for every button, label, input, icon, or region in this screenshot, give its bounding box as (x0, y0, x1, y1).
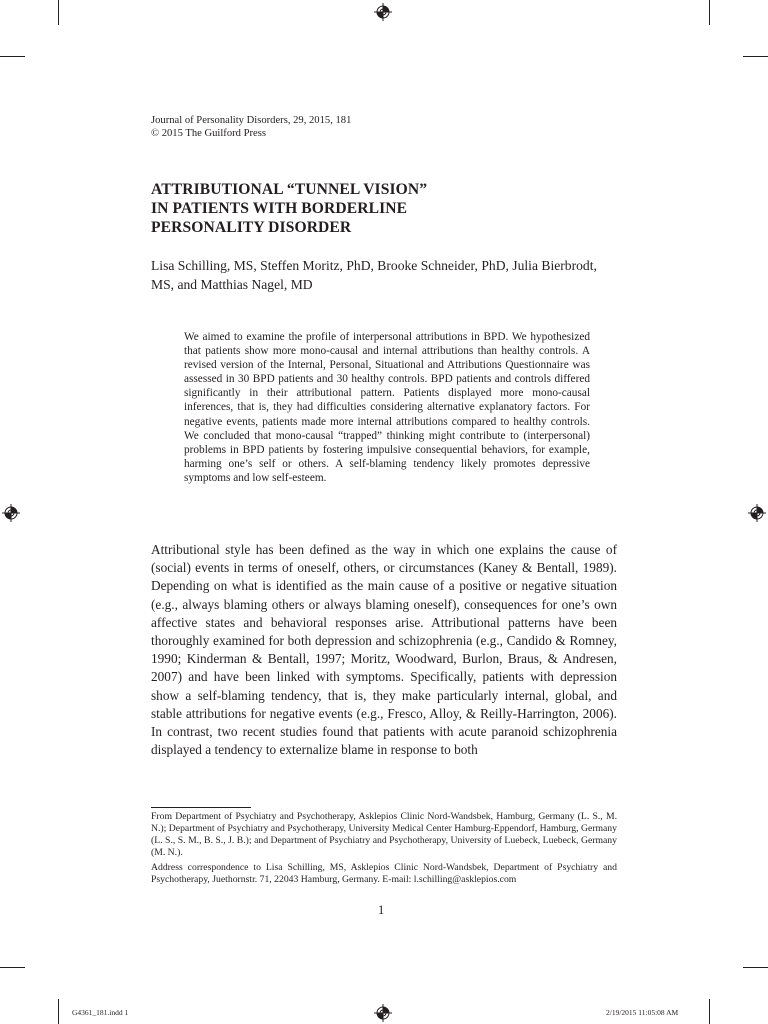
registration-mark-icon (1, 503, 21, 523)
page-number: 1 (378, 903, 385, 917)
crop-mark (743, 56, 768, 57)
timestamp-slug: 2/19/2015 11:05:08 AM (606, 1008, 679, 1017)
crop-mark (58, 0, 59, 25)
crop-mark (0, 967, 25, 968)
file-info-slug: G4361_181.indd 1 (72, 1008, 129, 1017)
crop-mark (743, 967, 768, 968)
crop-mark (0, 56, 25, 57)
article-title (151, 180, 427, 237)
journal-header (151, 115, 351, 140)
registration-mark-icon (373, 1003, 393, 1023)
crop-mark (709, 0, 710, 25)
journal-citation: Journal of Personality Disorders, 29, 2015, 181 (151, 115, 352, 126)
registration-mark-icon (373, 2, 393, 22)
crop-mark (58, 999, 59, 1024)
footnotes (151, 811, 617, 889)
abstract: We aimed to examine the profile of interpersonal attributions in BPD. We hypothesized that patients show more mono-causal and internal attributions than healthy controls. A revised version of the Internal, Personal, Situational and Attributions Questionnaire was assessed in 30 BPD patients and 30 healthy controls. BPD patients and controls differed significantly in their attributional pattern. Patients displayed more mono-causal inferences, that is, they had difficulties considering alternative explanatory factors. For negative events, patients made more internal attributions compared to healthy controls. We concluded that mono-causal “trapped” thinking might contribute to (interpersonal) problems in BPD patients by fostering impulsive consequential behaviors, for example, harming one’s self or others. A self-blaming tendency likely promotes depressive symptoms and low self-esteem. (184, 331, 590, 484)
correspondence-note: Address correspondence to Lisa Schilling, MS, Asklepios Clinic Nord-Wandsbek, Department of Psychiatry and Psychotherapy, Juethornstr. 71, 22043 Hamburg, Germany. E-mail: l.schilling@asklepios.com (151, 862, 617, 885)
copyright-notice: © 2015 The Guilford Press (151, 127, 266, 139)
footnote-divider (151, 807, 251, 808)
affiliation-note: From Department of Psychiatry and Psychotherapy, Asklepios Clinic Nord-Wandsbek, Hamburg, Germany (L. S., M. N.); Department of Psychiatry and Psychotherapy, University Medical Center Hamburg-Eppendorf, Hamburg, Germany (L. S., S. M., B. S., J. B.); and Department of Psychiatry and Psychotherapy, University of Luebeck, Luebeck, Germany (M. N.). (151, 811, 617, 858)
author-list: Lisa Schilling, MS, Steffen Moritz, PhD, Brooke Schneider, PhD, Julia Bierbrodt, MS, and Matthias Nagel, MD (151, 258, 597, 292)
crop-mark (709, 999, 710, 1024)
body-paragraph: Attributional style has been defined as the way in which one explains the cause of (social) events in terms of oneself, others, or circumstances (Kaney & Bentall, 1989). Depending on what is identified as the main cause of a positive or negative situation (e.g., always blaming others or always blaming oneself), consequences for one’s own affective states and behavioral responses arise. Attributional patterns have been thoroughly examined for both depression and schizophrenia (e.g., Candido & Romney, 1990; Kinderman & Bentall, 1997; Moritz, Woodward, Burlon, Braus, & Andresen, 2007) and have been linked with symptoms. Specifically, patients with depression show a self-blaming tendency, that is, they make particularly internal, global, and stable attributions for negative events (e.g., Fresco, Alloy, & Reilly-Harrington, 2006). In contrast, two recent studies found that patients with acute paranoid schizophrenia displayed a tendency to externalize blame in response to both (151, 542, 617, 758)
registration-mark-icon (747, 503, 767, 523)
title-line: PERSONALITY DISORDER (151, 219, 352, 236)
title-line: ATTRIBUTIONAL “TUNNEL VISION” (151, 181, 428, 198)
title-line: IN PATIENTS WITH BORDERLINE (151, 200, 408, 217)
body-text (151, 541, 617, 759)
